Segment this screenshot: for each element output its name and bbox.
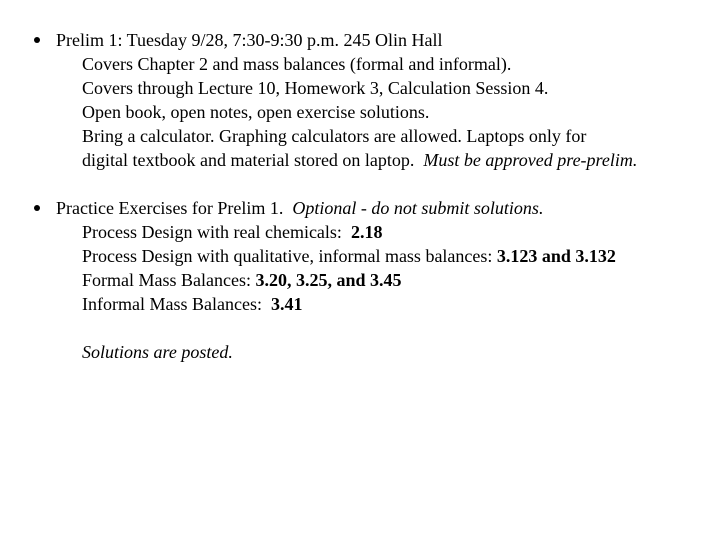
practice-item — [34, 220, 714, 244]
practice-item-label: Process Design with real chemicals: — [82, 222, 351, 242]
practice-item-label: Formal Mass Balances: — [82, 270, 256, 290]
bullet-icon — [34, 37, 40, 43]
practice-section — [34, 196, 714, 364]
prelim-section — [34, 28, 714, 172]
prelim-line: Covers Chapter 2 and mass balances (formal and informal). — [82, 54, 512, 74]
practice-item-value: 3.123 and 3.132 — [496, 246, 616, 266]
prelim-heading-line — [34, 28, 714, 52]
bullet-icon — [34, 205, 40, 211]
practice-item — [34, 268, 714, 292]
prelim-line: Covers through Lecture 10, Homework 3, Calculation Session 4. — [82, 78, 549, 98]
solutions-note: Solutions are posted. — [82, 342, 233, 362]
prelim-last-line-text: digital textbook and material stored on laptop. — [82, 150, 424, 170]
practice-item-label: Informal Mass Balances: — [82, 294, 271, 314]
prelim-line: Open book, open notes, open exercise solutions. — [82, 102, 430, 122]
practice-optional-note: Optional - do not submit solutions. — [292, 198, 544, 218]
practice-heading-line — [34, 196, 714, 220]
practice-item-label: Process Design with qualitative, informal mass balances: — [82, 246, 497, 266]
prelim-approval-note: Must be approved pre-prelim. — [423, 150, 638, 170]
spacer — [34, 316, 714, 340]
prelim-last-line — [34, 148, 714, 172]
practice-item-value: 3.20, 3.25, and 3.45 — [255, 270, 402, 290]
prelim-heading: Prelim 1: Tuesday 9/28, 7:30-9:30 p.m. 245 Olin Hall — [56, 30, 443, 50]
practice-heading: Practice Exercises for Prelim 1. — [56, 198, 293, 218]
practice-item — [34, 244, 714, 268]
practice-item-value: 3.41 — [270, 294, 303, 314]
prelim-line: Bring a calculator. Graphing calculators are allowed. Laptops only for — [82, 126, 587, 146]
practice-item — [34, 292, 714, 316]
practice-item-value: 2.18 — [350, 222, 383, 242]
